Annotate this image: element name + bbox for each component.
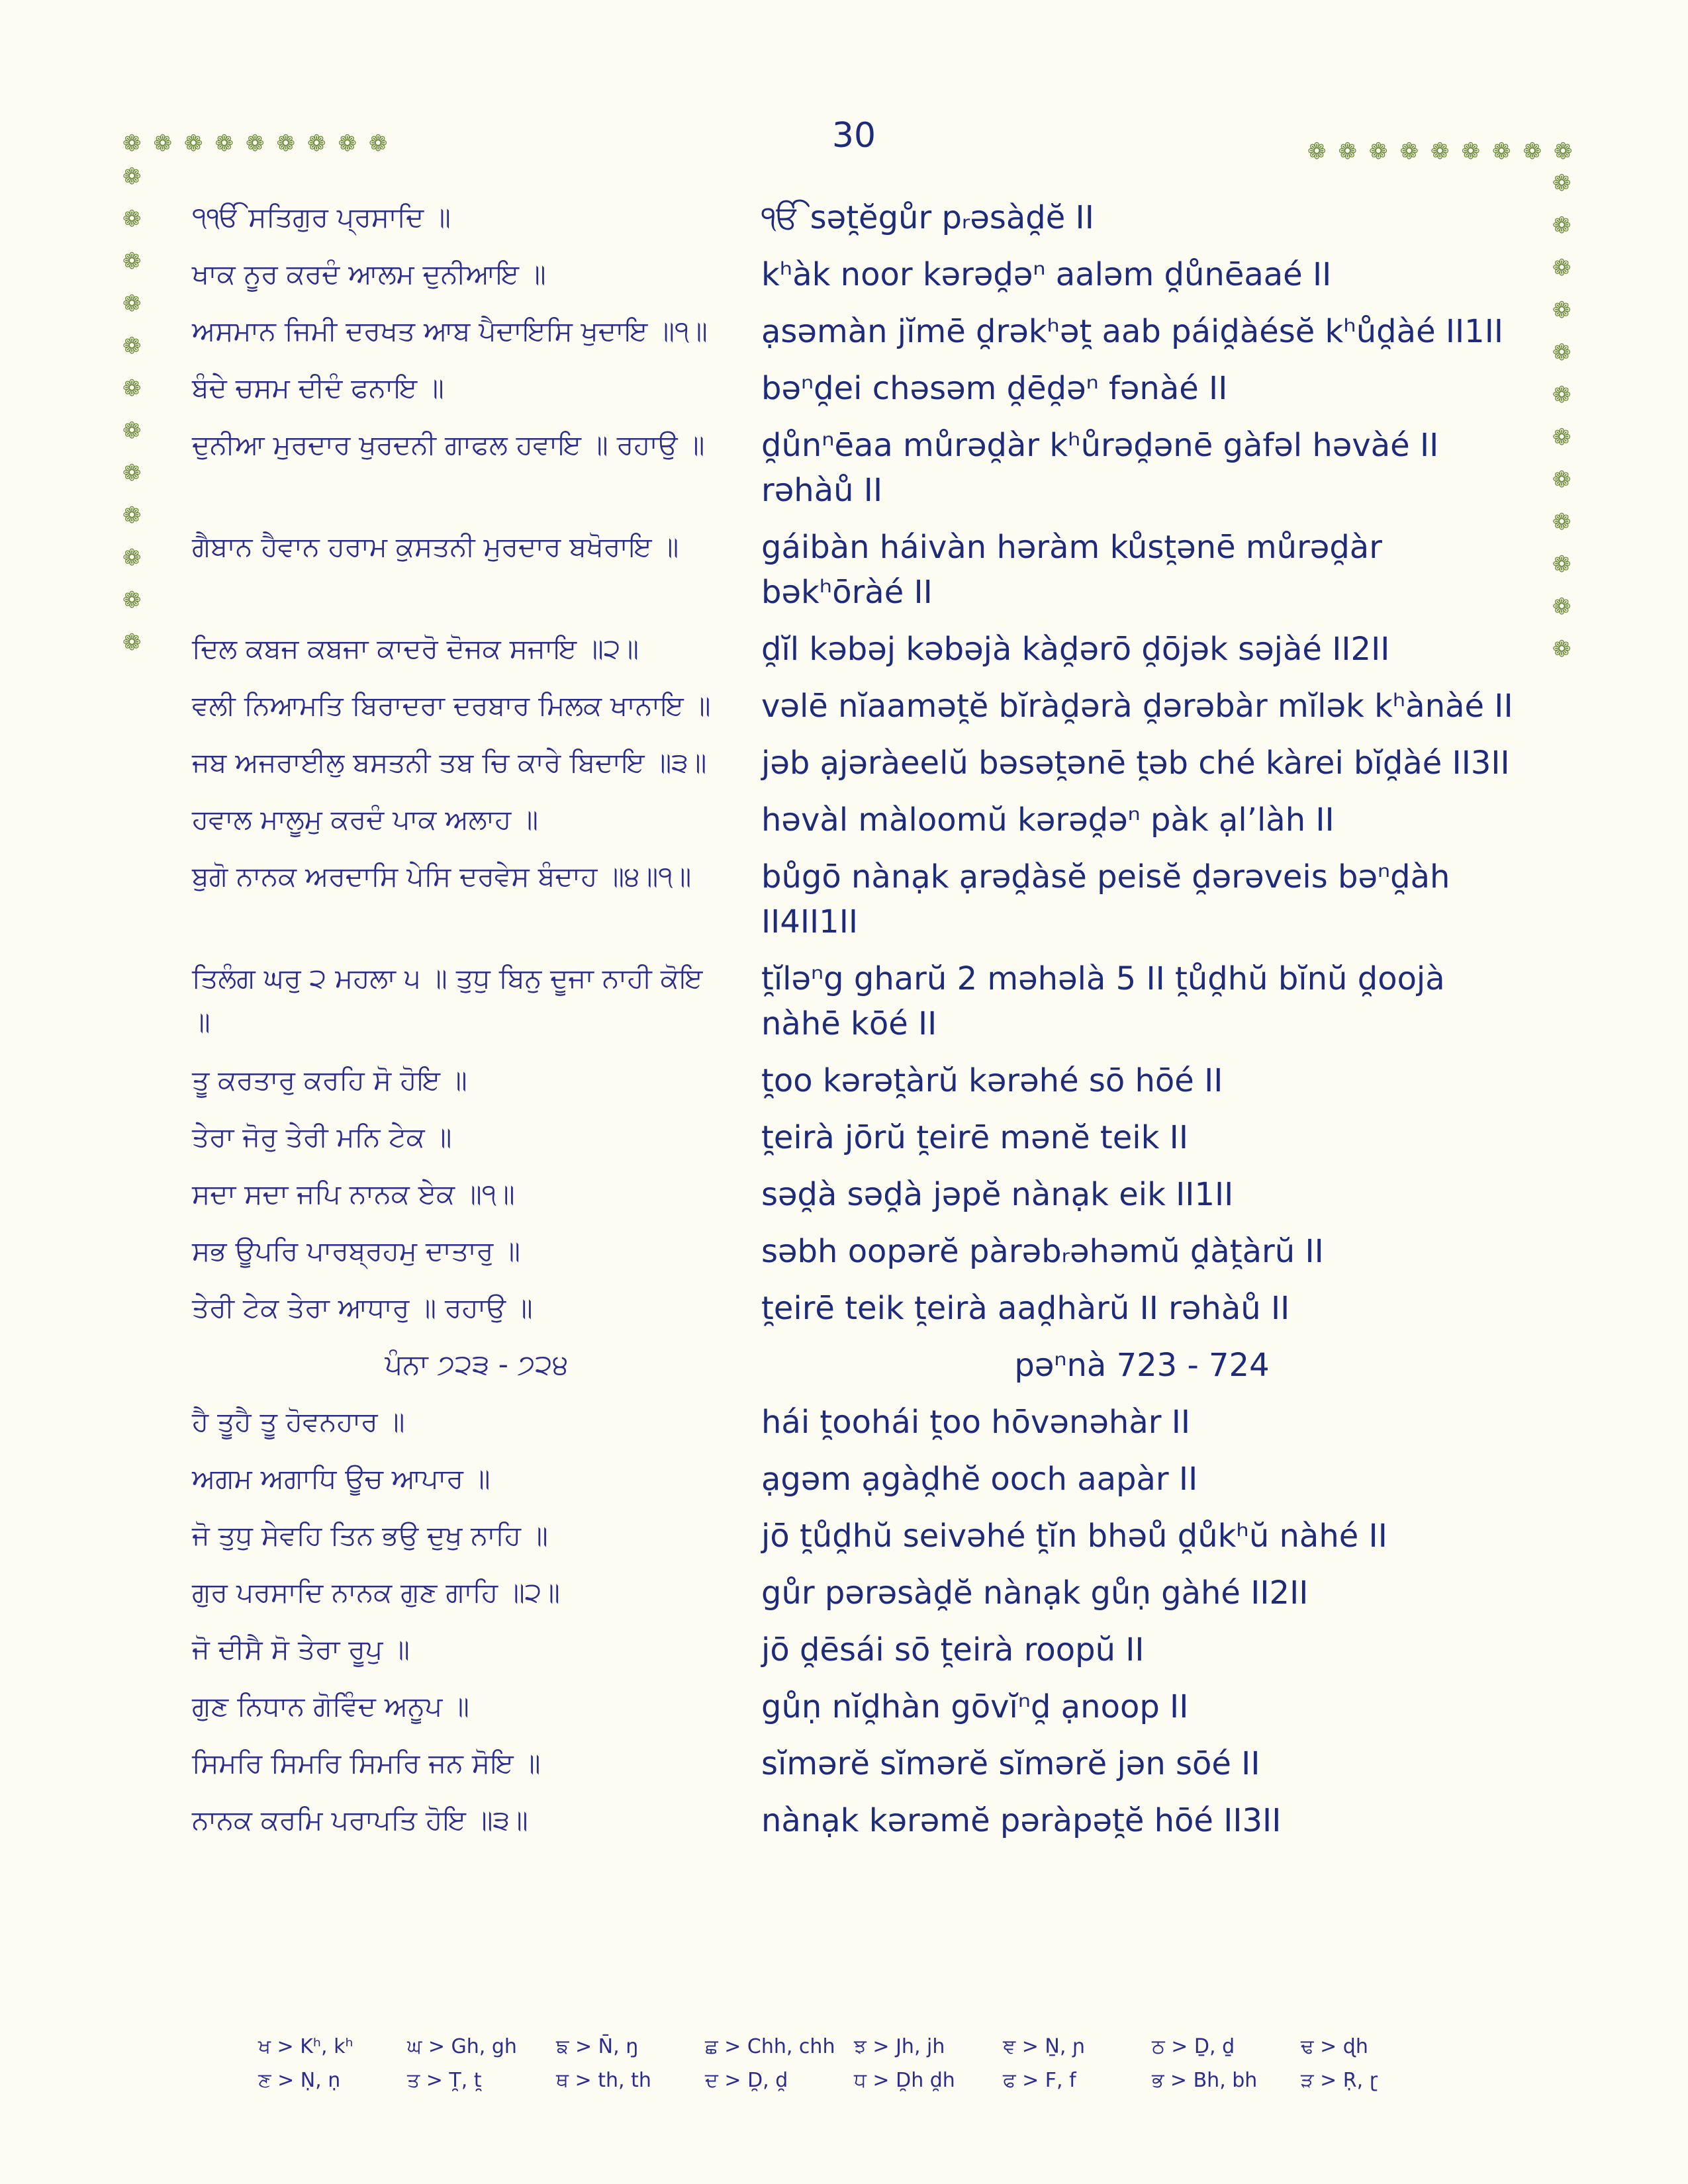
- verse-gurmukhi: ਅਸਮਾਨ ਜਿਮੀ ਦਰਖਤ ਆਬ ਪੈਦਾਇਸਿ ਖੁਦਾਇ ॥੧॥: [192, 315, 708, 347]
- verse-gurmukhi: ੧ੴ ਸਤਿਗੁਰ ਪ੍ਰਸਾਦਿ ॥: [192, 201, 451, 233]
- flower-icon: ❁: [1461, 138, 1480, 165]
- flower-icon: ❁: [1523, 138, 1542, 165]
- flower-border-top-right: [1307, 140, 1573, 163]
- flower-border-right: [1552, 172, 1571, 660]
- verse-transliteration: t̯eirē teik t̯eirà aad̯hàrŭ II rəhàů II: [761, 1290, 1290, 1327]
- flower-icon: ❁: [122, 333, 142, 359]
- verse-transliteration: səbh oopərĕ pàrəbᵣəhəmŭ d̯àt̯àrŭ II: [761, 1233, 1324, 1270]
- flower-icon: ❁: [184, 130, 203, 157]
- verse-transliteration: jō d̯ēsái sō t̯eirà roopŭ II: [761, 1631, 1145, 1668]
- verse-row: [192, 195, 1523, 240]
- verse-gurmukhi: ਬੁਗੋ ਨਾਨਕ ਅਰਦਾਸਿ ਪੇਸਿ ਦਰਵੇਸ ਬੰਦਾਹ ॥੪॥੧॥: [192, 860, 692, 892]
- flower-icon: ❁: [214, 130, 234, 157]
- verse-row: [192, 1570, 1523, 1615]
- verse-gurmukhi: ਜੋ ਦੀਸੈ ਸੋ ਤੇਰਾ ਰੂਪੁ ॥: [192, 1633, 410, 1665]
- key-entry: ਙ > N̄, ŋ: [556, 2035, 639, 2058]
- flower-icon: ❁: [122, 163, 142, 190]
- flower-icon: ❁: [122, 130, 142, 157]
- flower-icon: ❁: [1552, 636, 1571, 662]
- verse-transliteration: vəlē nĭaamət̯ĕ bĭràd̯ərà d̯ərəbàr mĭlək kʰànàé II: [761, 688, 1513, 725]
- key-entry: ਤ > T̯, t̯: [407, 2069, 482, 2092]
- flower-icon: ❁: [1552, 212, 1571, 239]
- verse-transliteration: t̯oo kərət̯àrŭ kərəhé sō hōé II: [761, 1062, 1223, 1099]
- verse-row: [192, 741, 1523, 786]
- verse-gurmukhi: ਹੈ ਤੂਹੈ ਤੂ ਹੋਵਨਹਾਰ ॥: [192, 1406, 405, 1437]
- flower-icon: ❁: [122, 587, 142, 614]
- flower-icon: ❁: [369, 130, 388, 157]
- verse-gurmukhi: ਸਭ ਊਪਰਿ ਪਾਰਬ੍ਰਹਮੁ ਦਾਤਾਰੁ ॥: [192, 1235, 520, 1267]
- verse-transliteration: nànạk kərəmĕ pəràpət̯ĕ hōé II3II: [761, 1802, 1282, 1839]
- verse-transliteration: səd̯à səd̯à jəpĕ nànạk eik II1II: [761, 1176, 1234, 1213]
- verse-transliteration: jəb ạjəràeelŭ bəsət̯ənē t̯əb ché kàrei bĭd̯àé II3II: [761, 745, 1510, 782]
- flower-icon: ❁: [122, 375, 142, 402]
- key-entry: ਧ > D̯h d̯h: [854, 2069, 955, 2092]
- flower-border-top-left: [122, 132, 388, 155]
- key-entry: ਖ > Kʰ, kʰ: [258, 2035, 353, 2058]
- verse-gurmukhi: ਸਿਮਰਿ ਸਿਮਰਿ ਸਿਮਰਿ ਜਨ ਸੋਇ ॥: [192, 1747, 541, 1779]
- flower-icon: ❁: [338, 130, 357, 157]
- verse-row: [192, 627, 1523, 672]
- verse-row: [192, 854, 1523, 944]
- verse-row: [192, 1229, 1523, 1274]
- flower-icon: ❁: [1552, 551, 1571, 578]
- flower-icon: ❁: [1554, 138, 1573, 165]
- page-range-transliteration: pəⁿnà 723 - 724: [1014, 1347, 1270, 1384]
- flower-icon: ❁: [122, 460, 142, 486]
- verse-gurmukhi: ਬੰਦੇ ਚਸਮ ਦੀਦੰ ਫਨਾਇ ॥: [192, 372, 444, 404]
- key-entry: ਠ > Ḏ, ḏ: [1152, 2035, 1235, 2058]
- key-entry: ਫ > F, f: [1003, 2069, 1076, 2092]
- verse-transliteration: jō t̯ůd̯hŭ seivəhé t̯ĭn bhəů d̯ůkʰŭ nàhé II: [761, 1518, 1387, 1555]
- flower-icon: ❁: [1552, 594, 1571, 620]
- flower-icon: ❁: [1552, 255, 1571, 281]
- verse-transliteration: d̯ůnⁿēaa můrəd̯àr kʰůrəd̯ənē gàfəl həvàé II rəhàů II: [761, 427, 1439, 509]
- flower-icon: ❁: [122, 291, 142, 317]
- flower-icon: ❁: [122, 502, 142, 529]
- verse-transliteration: gůṇ nĭd̯hàn gōvĭⁿd̯ ạnoop II: [761, 1688, 1189, 1725]
- flower-icon: ❁: [122, 248, 142, 275]
- verse-gurmukhi: ਜਬ ਅਜਰਾਈਲੁ ਬਸਤਨੀ ਤਬ ਚਿ ਕਾਰੇ ਬਿਦਾਇ ॥੩॥: [192, 747, 707, 778]
- verse-row: [192, 1400, 1523, 1445]
- verse-row: [192, 1457, 1523, 1502]
- page-range-gurmukhi: ਪੰਨਾ ੭੨੩ - ੭੨੪: [385, 1348, 569, 1381]
- verse-row: [192, 1115, 1523, 1160]
- verse-transliteration: ạgəm ạgàd̯hĕ ooch aapàr II: [761, 1461, 1198, 1498]
- page-number: 30: [831, 116, 876, 156]
- flower-icon: ❁: [1552, 509, 1571, 535]
- verse-gurmukhi: ਤੇਰਾ ਜੋਰੁ ਤੇਰੀ ਮਨਿ ਟੇਕ ॥: [192, 1121, 452, 1153]
- flower-border-left: [122, 165, 142, 654]
- flower-icon: ❁: [1552, 297, 1571, 324]
- flower-icon: ❁: [1492, 138, 1511, 165]
- flower-icon: ❁: [1430, 138, 1450, 165]
- verse-row: [192, 1627, 1523, 1672]
- key-entry: ੜ > Ṛ, ɽ: [1301, 2069, 1378, 2092]
- verse-gurmukhi: ਵਲੀ ਨਿਆਮਤਿ ਬਿਰਾਦਰਾ ਦਰਬਾਰ ਮਿਲਕ ਖਾਨਾਇ ॥: [192, 690, 711, 721]
- verse-table: [192, 195, 1523, 1855]
- verse-gurmukhi: ਤੇਰੀ ਟੇਕ ਤੇਰਾ ਆਧਾਰੁ ॥ ਰਹਾਉ ॥: [192, 1292, 533, 1324]
- verse-transliteration: hái t̯oohái t̯oo hōvənəhàr II: [761, 1404, 1191, 1441]
- key-entry: ਦ > D̯, d̯: [705, 2069, 788, 2092]
- key-entry: ਭ > Bh, bh: [1152, 2069, 1258, 2092]
- transliteration-key: [258, 2035, 1450, 2092]
- verse-transliteration: gáibàn háivàn həràm kůst̯ənē můrəd̯àr bəkʰōràé II: [761, 529, 1382, 611]
- verse-row: [192, 1286, 1523, 1331]
- flower-icon: ❁: [122, 545, 142, 571]
- verse-row: [192, 1684, 1523, 1729]
- verse-row: [192, 252, 1523, 297]
- flower-icon: ❁: [122, 418, 142, 444]
- key-entry: ਘ > Gh, gh: [407, 2035, 517, 2058]
- verse-transliteration: sĭmərĕ sĭmərĕ sĭmərĕ jən sōé II: [761, 1745, 1260, 1782]
- verse-gurmukhi: ਨਾਨਕ ਕਰਮਿ ਪਰਾਪਤਿ ਹੋਇ ॥੩॥: [192, 1804, 528, 1836]
- page-range-row: [192, 1343, 1523, 1388]
- flower-icon: ❁: [1552, 467, 1571, 493]
- verse-row: [192, 1741, 1523, 1786]
- verse-gurmukhi: ਗੁਣ ਨਿਧਾਨ ਗੋਵਿੰਦ ਅਨੂਪ ॥: [192, 1690, 469, 1722]
- key-entry: ਣ > Ṇ, ṇ: [258, 2069, 341, 2092]
- verse-gurmukhi: ਤਿਲੰਗ ਘਰੁ ੨ ਮਹਲਾ ੫ ॥ ਤੁਧੁ ਬਿਨੁ ਦੂਜਾ ਨਾਹੀ ਕੋਇ ॥: [192, 962, 703, 1038]
- key-entry: ਞ > Ṉ, ɲ: [1003, 2035, 1086, 2058]
- flower-icon: ❁: [307, 130, 326, 157]
- verse-transliteration: kʰàk noor kərəd̯əⁿ aaləm d̯ůnēaaé II: [761, 256, 1332, 293]
- flower-icon: ❁: [1552, 170, 1571, 197]
- verse-gurmukhi: ਦਿਲ ਕਬਜ ਕਬਜਾ ਕਾਦਰੋ ਦੋਜਕ ਸਜਾਇ ॥੨॥: [192, 633, 639, 664]
- verse-gurmukhi: ਹਵਾਲ ਮਾਲੂਮੁ ਕਰਦੰ ਪਾਕ ਅਲਾਹ ॥: [192, 803, 539, 835]
- verse-gurmukhi: ਗੈਬਾਨ ਹੈਵਾਨ ਹਰਾਮ ਕੁਸਤਨੀ ਮੁਰਦਾਰ ਬਖੋਰਾਇ ॥: [192, 531, 679, 563]
- verse-transliteration: bəⁿd̯ei chəsəm d̯ēd̯əⁿ fənàé II: [761, 370, 1228, 407]
- flower-icon: ❁: [1552, 424, 1571, 451]
- flower-icon: ❁: [246, 130, 265, 157]
- verse-transliteration: həvàl màloomŭ kərəd̯əⁿ pàk ạl’làh II: [761, 801, 1335, 839]
- verse-transliteration: ੴ sət̯ĕgůr pᵣəsàd̯ĕ II: [761, 199, 1094, 236]
- verse-transliteration: t̯eirà jōrŭ t̯eirē mənĕ teik II: [761, 1119, 1188, 1156]
- verse-gurmukhi: ਗੁਰ ਪਰਸਾਦਿ ਨਾਨਕ ਗੁਣ ਗਾਹਿ ॥੨॥: [192, 1576, 560, 1608]
- verse-row: [192, 366, 1523, 411]
- flower-icon: ❁: [122, 629, 142, 656]
- verse-gurmukhi: ਖਾਕ ਨੂਰ ਕਰਦੰ ਆਲਮ ਦੁਨੀਆਇ ॥: [192, 258, 546, 290]
- verse-transliteration: bůgō nànạk ạrəd̯àsĕ peisĕ d̯ərəveis bəⁿd̯àh II4II1II: [761, 858, 1450, 940]
- verse-gurmukhi: ਜੋ ਤੁਧੁ ਸੇਵਹਿ ਤਿਨ ਭਉ ਦੁਖੁ ਨਾਹਿ ॥: [192, 1520, 548, 1551]
- flower-icon: ❁: [1338, 138, 1357, 165]
- key-entry: ਛ > Chh, chh: [705, 2035, 835, 2058]
- verse-gurmukhi: ਸਦਾ ਸਦਾ ਜਪਿ ਨਾਨਕ ਏਕ ॥੧॥: [192, 1178, 515, 1210]
- verse-row: [192, 1514, 1523, 1559]
- flower-icon: ❁: [153, 130, 172, 157]
- flower-icon: ❁: [1552, 382, 1571, 408]
- verse-transliteration: t̯ĭləⁿg gharŭ 2 məhəlà 5 II t̯ůd̯hŭ bĭnŭ d̯oojà nàhē kōé II: [761, 960, 1445, 1042]
- verse-row: [192, 423, 1523, 513]
- verse-row: [192, 684, 1523, 729]
- flower-icon: ❁: [1307, 138, 1327, 165]
- verse-row: [192, 309, 1523, 354]
- flower-icon: ❁: [122, 206, 142, 232]
- flower-icon: ❁: [1369, 138, 1388, 165]
- verse-transliteration: ạsəmàn jĭmē d̯rəkʰət̯ aab páid̯àésĕ kʰůd̯àé II1II: [761, 313, 1504, 350]
- flower-icon: ❁: [1399, 138, 1419, 165]
- verse-row: [192, 1172, 1523, 1217]
- verse-gurmukhi: ਅਗਮ ਅਗਾਧਿ ਊਚ ਆਪਾਰ ॥: [192, 1463, 491, 1494]
- key-entry: ਥ > th, th: [556, 2069, 651, 2092]
- key-entry: ਝ > Jh, jh: [854, 2035, 945, 2058]
- flower-icon: ❁: [1552, 340, 1571, 366]
- verse-row: [192, 1058, 1523, 1103]
- verse-transliteration: gůr pərəsàd̯ĕ nànạk gůṇ gàhé II2II: [761, 1574, 1309, 1612]
- verse-row: [192, 797, 1523, 842]
- verse-transliteration: d̯ĭl kəbəj kəbəjà kàd̯ərō d̯ōjək səjàé II2II: [761, 631, 1390, 668]
- key-entry: ਢ > ɖh: [1301, 2035, 1368, 2058]
- flower-icon: ❁: [276, 130, 295, 157]
- verse-row: [192, 1798, 1523, 1843]
- verse-row: [192, 956, 1523, 1046]
- verse-gurmukhi: ਤੂ ਕਰਤਾਰੁ ਕਰਹਿ ਸੋ ਹੋਇ ॥: [192, 1064, 467, 1096]
- verse-gurmukhi: ਦੁਨੀਆ ਮੁਰਦਾਰ ਖੁਰਦਨੀ ਗਾਫਲ ਹਵਾਇ ॥ ਰਹਾਉ ॥: [192, 429, 705, 461]
- verse-row: [192, 525, 1523, 615]
